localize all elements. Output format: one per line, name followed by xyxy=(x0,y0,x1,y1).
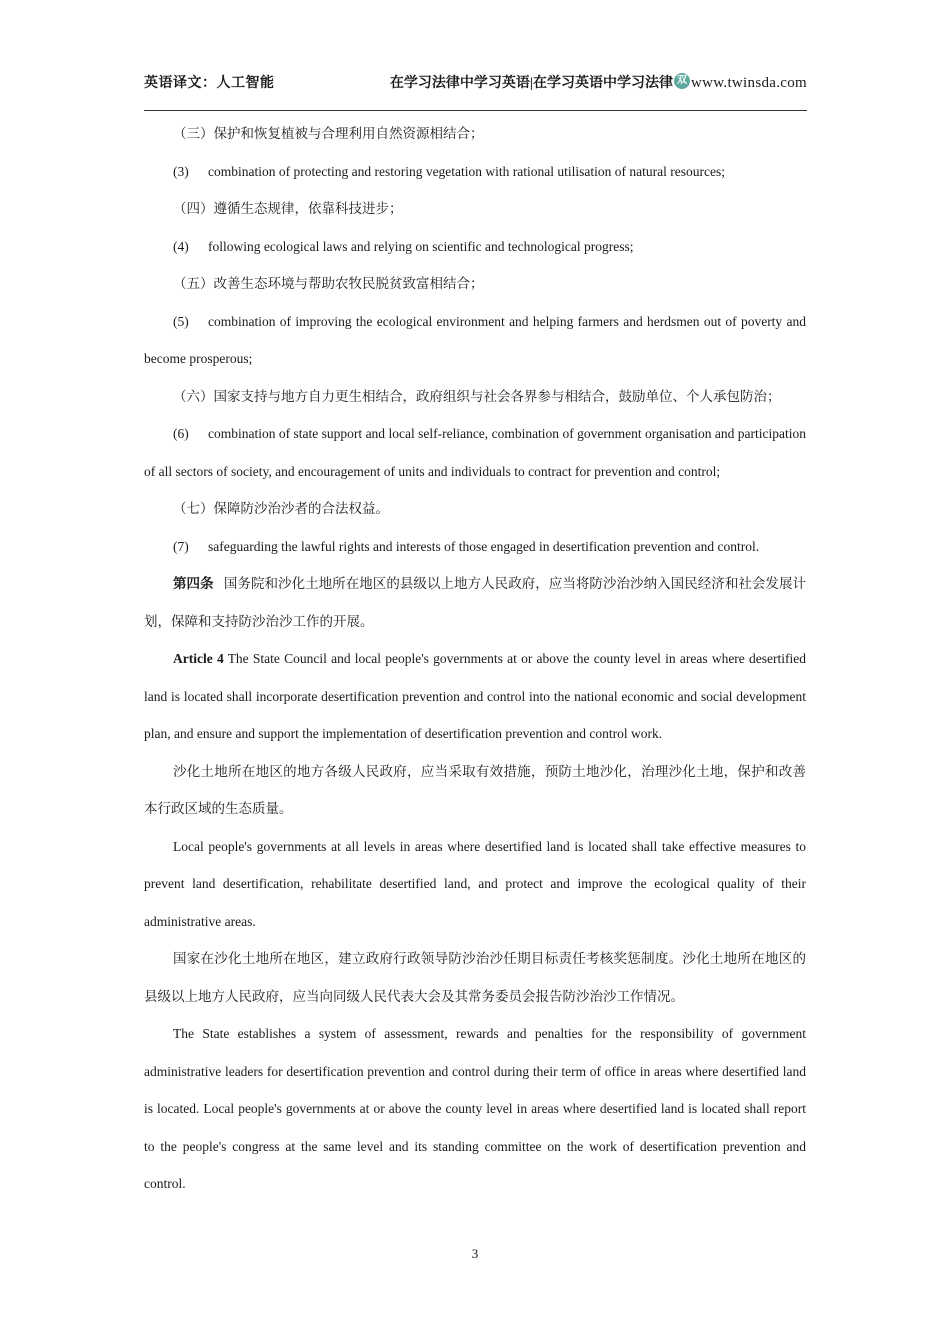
header-url: www.twinsda.com xyxy=(690,75,807,91)
clause-number: (3) xyxy=(173,163,189,179)
page-number: 3 xyxy=(471,1246,479,1261)
clause-number: (4) xyxy=(173,238,189,254)
header-tagline xyxy=(390,72,807,92)
article-4-en xyxy=(144,640,806,753)
article-4-para3-en: The State establishes a system of assessment, rewards and penalties for the responsibility of government administrative leaders for desertification prevention and control during their term of office in areas where desertified land is located. Local people's governments at or above the county level in areas where desertified land is located shall report to the people's congress at the same level and its standing committee on the work of desertification prevention and control. xyxy=(144,1026,806,1191)
clause-5-cn: （五）改善生态环境与帮助农牧民脱贫致富相结合； xyxy=(173,276,484,291)
article-4-para2-cn: 沙化土地所在地区的地方各级人民政府，应当采取有效措施，预防土地沙化，治理沙化土地，保护和改善本行政区域的生态质量。 xyxy=(144,763,806,816)
header-title: 英语译文：人工智能 xyxy=(144,76,275,91)
clause-6-cn: （六）国家支持与地方自力更生相结合，政府组织与社会各界参与相结合，鼓励单位、个人承包防治； xyxy=(173,388,781,404)
clause-7-en xyxy=(144,528,806,566)
clause-7-cn: （七）保障防沙治沙者的合法权益。 xyxy=(173,501,389,516)
clause-6-en xyxy=(144,415,806,490)
article-text: 国务院和沙化土地所在地区的县级以上地方人民政府，应当将防沙治沙纳入国民经济和社会发展计划，保障和支持防沙治沙工作的开展。 xyxy=(144,576,807,629)
clause-4-en xyxy=(144,228,806,266)
clause-4-cn: （四）遵循生态规律，依靠科技进步； xyxy=(173,201,403,216)
header-divider xyxy=(144,110,807,111)
article-label: 第四条 xyxy=(173,576,214,591)
clause-text: combination of protecting and restoring vegetation with rational utilisation of natural resources; xyxy=(208,163,725,179)
article-label: Article 4 xyxy=(173,651,224,666)
clause-number: (6) xyxy=(173,426,189,441)
article-4-cn xyxy=(144,565,806,640)
clause-text: combination of state support and local self-reliance, combination of government organisation and participation of all sectors of society, and encouragement of units and individuals to contract for prevention and control; xyxy=(144,426,806,479)
clause-text: combination of improving the ecological environment and helping farmers and herdsmen out of poverty and become prosperous; xyxy=(144,313,806,366)
clause-number: (5) xyxy=(173,313,189,329)
clause-number: (7) xyxy=(173,538,189,554)
document-body xyxy=(144,115,806,1203)
clause-3-cn: （三）保护和恢复植被与合理利用自然资源相结合； xyxy=(173,126,484,141)
clause-3-en xyxy=(144,153,806,191)
twinsda-logo-icon: 双 xyxy=(674,73,690,89)
article-4-para2-en: Local people's governments at all levels in areas where desertified land is located shall take effective measures to prevent land desertification, rehabilitate desertified land, and protect and improve the ecological quality of their administrative areas. xyxy=(144,838,806,929)
page-header xyxy=(144,72,807,94)
clause-text: safeguarding the lawful rights and interests of those engaged in desertification prevention and control. xyxy=(208,538,760,554)
header-slogan: 在学习法律中学习英语|在学习英语中学习法律 xyxy=(389,76,673,91)
article-4-para3-cn: 国家在沙化土地所在地区，建立政府行政领导防沙治沙任期目标责任考核奖惩制度。沙化土地所在地区的县级以上地方人民政府，应当向同级人民代表大会及其常务委员会报告防沙治沙工作情况。 xyxy=(144,951,806,1004)
article-text: The State Council and local people's governments at or above the county level in areas where desertified land is located shall incorporate desertification prevention and control into the national economic and social development plan, and ensure and support the implementation of desertification prevention and control work. xyxy=(144,651,806,741)
clause-text: following ecological laws and relying on scientific and technological progress; xyxy=(208,238,634,254)
clause-5-en xyxy=(144,303,806,378)
